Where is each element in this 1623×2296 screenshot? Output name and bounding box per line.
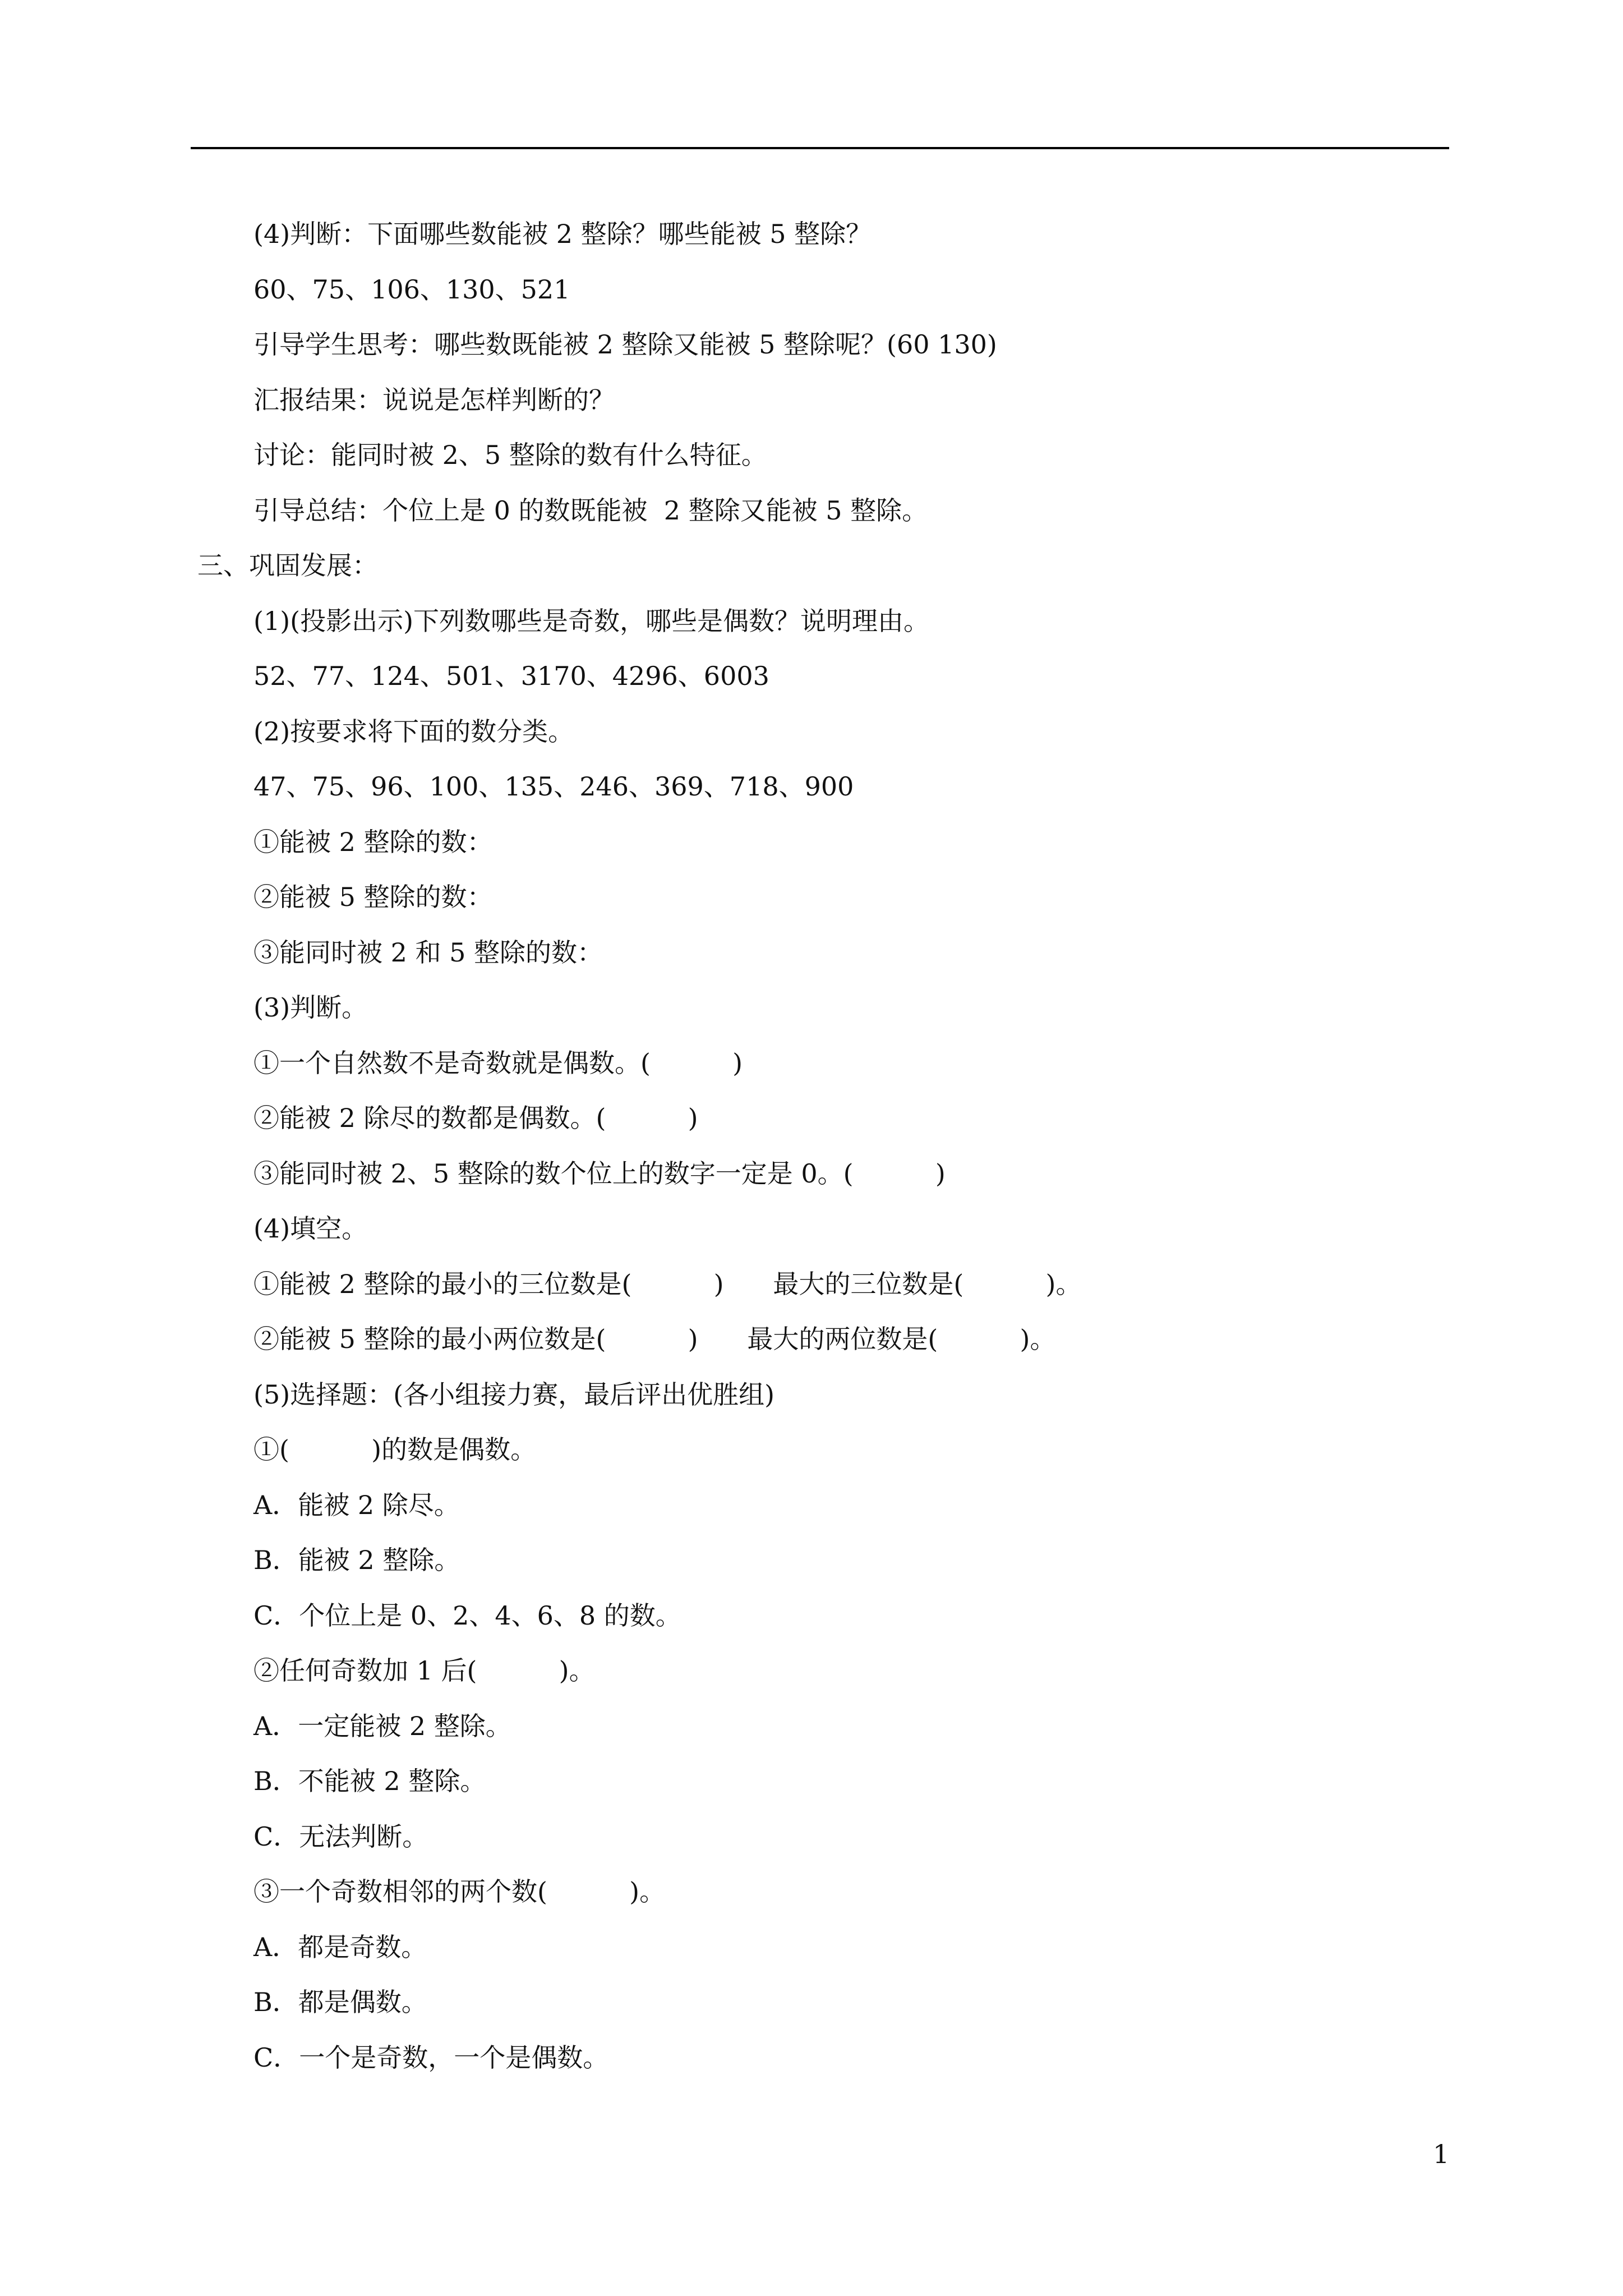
text-line: (1)(投影出示)下列数哪些是奇数，哪些是偶数？说明理由。 [253, 605, 930, 636]
text-line: ①( )的数是偶数。 [253, 1434, 537, 1465]
document-body [0, 206, 1623, 2085]
text-line: 60、75、106、130、521 [253, 274, 570, 305]
text-line: 汇报结果：说说是怎样判断的？ [253, 384, 615, 415]
text-line: B．不能被 2 整除。 [253, 1766, 486, 1796]
text-line: ①一个自然数不是奇数就是偶数。( ) [253, 1047, 743, 1078]
text-line: B．都是偶数。 [253, 1987, 427, 2017]
page-number: 1 [1433, 2139, 1450, 2169]
text-line: ③一个奇数相邻的两个数( )。 [253, 1876, 666, 1907]
text-line: ②能被 2 除尽的数都是偶数。( ) [253, 1103, 698, 1133]
section-heading: 三、巩固发展： [197, 550, 378, 581]
text-line: B．能被 2 整除。 [253, 1545, 460, 1575]
text-line: 47、75、96、100、135、246、369、718、900 [253, 771, 854, 802]
text-line: A．能被 2 除尽。 [253, 1489, 460, 1520]
text-line: ②能被 5 整除的最小两位数是( ) 最大的两位数是( )。 [253, 1324, 1056, 1354]
text-line: C．无法判断。 [253, 1821, 428, 1852]
text-line: A．一定能被 2 整除。 [253, 1710, 511, 1741]
text-line: C．一个是奇数，一个是偶数。 [253, 2042, 609, 2073]
text-line: 52、77、124、501、3170、4296、6003 [253, 661, 769, 691]
text-line: C．个位上是 0、2、4、6、8 的数。 [253, 1600, 681, 1631]
text-line: ①能被 2 整除的数： [253, 826, 493, 857]
text-line: (4)判断：下面哪些数能被 2 整除？哪些能被 5 整除？ [253, 219, 872, 249]
text-line: ②能被 5 整除的数： [253, 882, 493, 912]
text-line: (4)填空。 [253, 1213, 368, 1244]
text-line: 讨论：能同时被 2、5 整除的数有什么特征。 [253, 440, 767, 470]
text-line: A．都是奇数。 [253, 1931, 427, 1962]
text-line: (5)选择题：(各小组接力赛，最后评出优胜组) [253, 1379, 775, 1410]
text-line: 引导学生思考：哪些数既能被 2 整除又能被 5 整除呢？(60 130) [253, 329, 997, 360]
text-line: ②任何奇数加 1 后( )。 [253, 1655, 595, 1686]
text-line: (3)判断。 [253, 992, 368, 1023]
text-line: ③能同时被 2、5 整除的数个位上的数字一定是 0。( ) [253, 1158, 946, 1189]
text-line: ①能被 2 整除的最小的三位数是( ) 最大的三位数是( )。 [253, 1268, 1082, 1299]
text-line: ③能同时被 2 和 5 整除的数： [253, 937, 603, 968]
text-line: (2)按要求将下面的数分类。 [253, 716, 574, 747]
header-rule [191, 147, 1449, 149]
text-line: 引导总结：个位上是 0 的数既能被 2 整除又能被 5 整除。 [253, 495, 928, 526]
